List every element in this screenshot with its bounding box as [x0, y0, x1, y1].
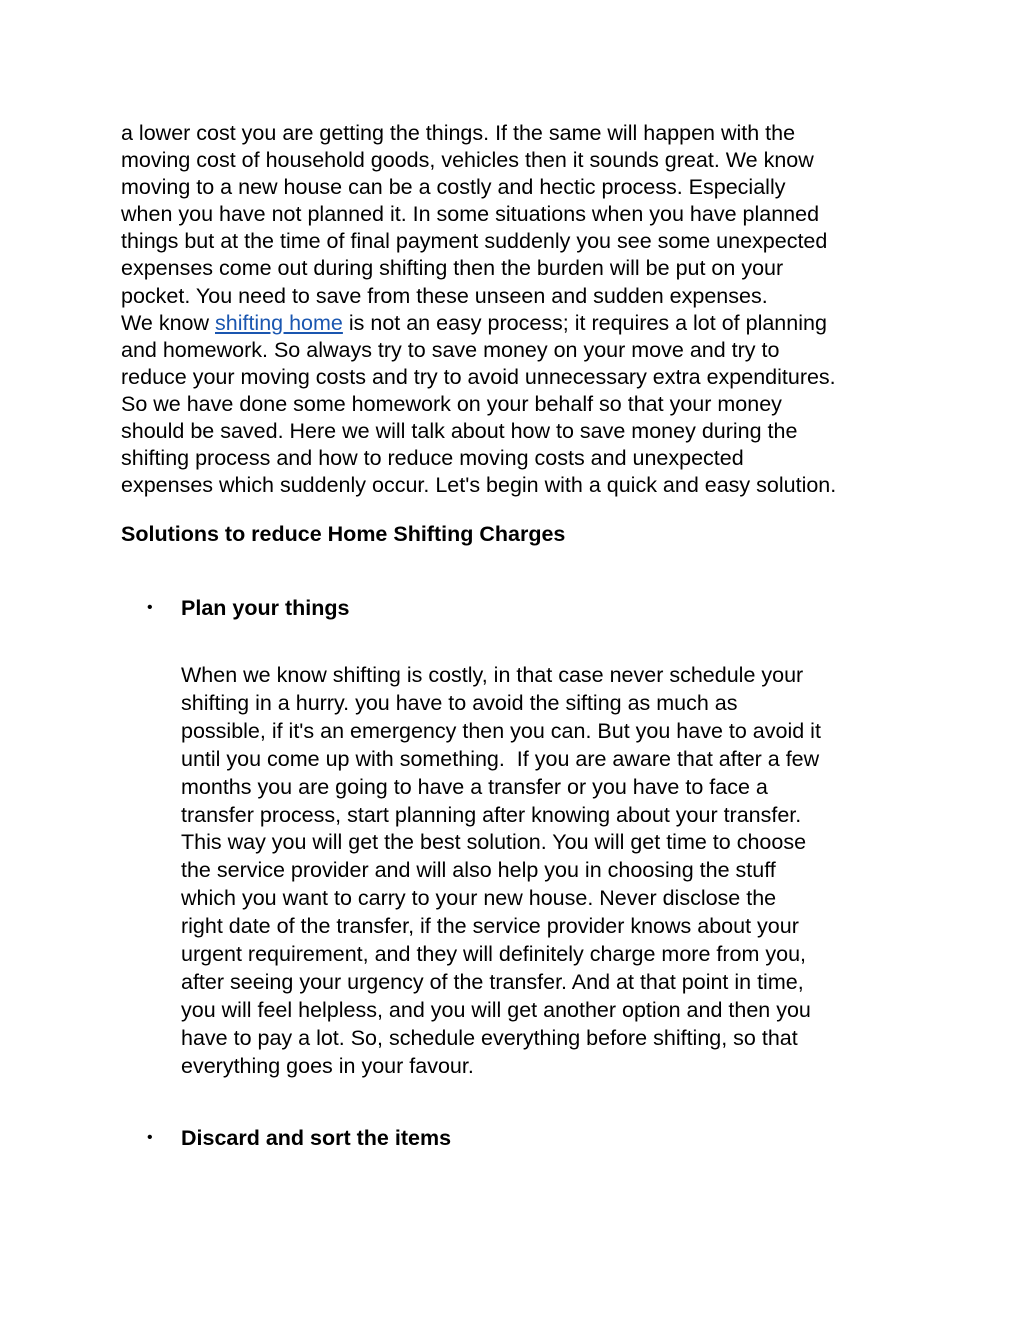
intro-line: and homework. So always try to save money on your move and try to: [121, 337, 780, 362]
link-line-prefix: We know: [121, 310, 215, 335]
shifting-home-link[interactable]: shifting home: [215, 310, 343, 335]
plan-line: transfer process, start planning after knowing about your transfer.: [181, 802, 802, 827]
intro-line: So we have done some homework on your behalf so that your money: [121, 391, 782, 416]
plan-line: have to pay a lot. So, schedule everything before shifting, so that: [181, 1025, 798, 1050]
link-line-suffix: is not an easy process; it requires a lot of planning: [342, 310, 827, 335]
bullet-heading-plan: Plan your things: [181, 596, 350, 620]
plan-line: you will feel helpless, and you will get another option and then you: [181, 997, 811, 1022]
intro-line: moving to a new house can be a costly and hectic process. Especially: [121, 175, 786, 200]
plan-line: This way you will get the best solution. You will get time to choose: [181, 830, 807, 855]
section-heading: Solutions to reduce Home Shifting Charges: [121, 522, 566, 546]
bullet-marker: •: [147, 599, 153, 616]
intro-line: when you have not planned it. In some situations when you have planned: [121, 202, 820, 227]
intro-line: a lower cost you are getting the things. If the same will happen with the: [121, 121, 796, 145]
intro-line: things but at the time of final payment suddenly you see some unexpected: [121, 229, 828, 254]
plan-line: the service provider and will also help you in choosing the stuff: [181, 858, 776, 883]
plan-line: after seeing your urgency of the transfer. And at that point in time,: [181, 969, 804, 994]
intro-line: shifting process and how to reduce moving costs and unexpected: [121, 446, 744, 471]
plan-line: possible, if it's an emergency then you can. But you have to avoid it: [181, 718, 821, 743]
intro-link-line: [121, 310, 921, 337]
plan-line: When we know shifting is costly, in that case never schedule your: [181, 663, 804, 687]
plan-line: until you come up with something. If you are aware that after a few: [181, 746, 820, 771]
plan-line: months you are going to have a transfer or you have to face a: [181, 774, 768, 799]
plan-line: shifting in a hurry. you have to avoid the sifting as much as: [181, 690, 738, 715]
plan-line: which you want to carry to your new house. Never disclose the: [181, 886, 777, 911]
intro-line: moving cost of household goods, vehicles then it sounds great. We know: [121, 148, 814, 173]
intro-line: reduce your moving costs and try to avoid unnecessary extra expenditures.: [121, 364, 836, 389]
plan-line: right date of the transfer, if the service provider knows about your: [181, 914, 799, 939]
intro-paragraph: [121, 120, 921, 499]
plan-line: everything goes in your favour.: [181, 1053, 474, 1078]
plan-line: urgent requirement, and they will definitely charge more from you,: [181, 942, 807, 967]
bullet-marker: •: [147, 1129, 153, 1146]
plan-paragraph: [181, 662, 921, 1081]
intro-line: should be saved. Here we will talk about how to save money during the: [121, 419, 798, 444]
intro-line: pocket. You need to save from these unseen and sudden expenses.: [121, 283, 768, 308]
intro-line: expenses come out during shifting then the burden will be put on your: [121, 256, 784, 281]
intro-line: expenses which suddenly occur. Let's begin with a quick and easy solution.: [121, 473, 837, 498]
bullet-heading-discard: Discard and sort the items: [181, 1126, 452, 1150]
